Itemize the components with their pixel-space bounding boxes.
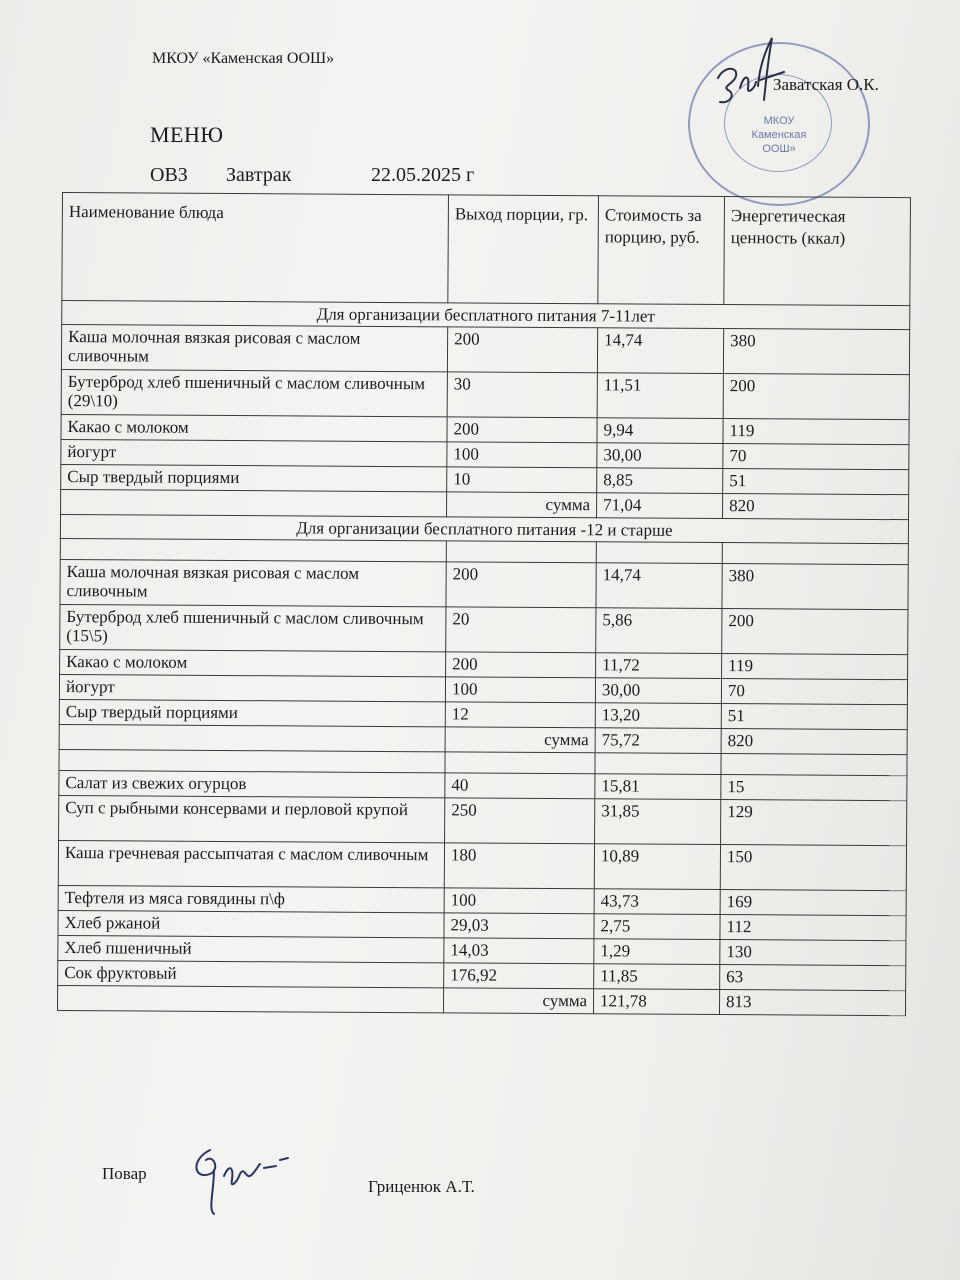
section-title: Для организации бесплатного питания -12 и старше <box>60 514 908 543</box>
empty-cell <box>722 543 908 565</box>
dish-weight: 180 <box>444 843 594 889</box>
dish-name: Сыр твердый порциями <box>59 699 445 726</box>
approver-name: Заватская О.К. <box>773 75 879 94</box>
sum-cost: 71,04 <box>597 493 723 519</box>
sum-kcal: 820 <box>721 729 907 755</box>
cook-label: Повар <box>102 1164 147 1183</box>
dish-weight: 200 <box>446 562 596 608</box>
dish-name: Суп с рыбными консервами и перловой крупой <box>59 795 445 842</box>
empty-cell <box>595 753 721 775</box>
dish-cost: 11,51 <box>597 373 723 419</box>
dish-cost: 43,73 <box>594 889 720 915</box>
stamp-line: Каменская <box>751 129 807 141</box>
dish-cost: 5,86 <box>596 608 722 654</box>
dish-name: Каша молочная вязкая рисовая с маслом сливочным <box>61 325 447 372</box>
dish-kcal: 130 <box>720 940 906 966</box>
table-header-row <box>62 193 911 306</box>
dish-weight: 12 <box>445 702 595 728</box>
section-title: Для организации бесплатного питания 7-11лет <box>62 301 910 330</box>
dish-weight: 29,03 <box>444 913 594 939</box>
dish-kcal: 200 <box>722 609 908 655</box>
empty-cell <box>721 754 907 776</box>
dish-name: Сыр твердый порциями <box>61 464 447 491</box>
dish-weight: 20 <box>446 607 596 653</box>
sum-cost: 121,78 <box>593 989 719 1015</box>
dish-kcal: 119 <box>723 419 909 445</box>
empty-cell <box>58 985 444 1012</box>
dish-weight: 100 <box>444 888 594 914</box>
sum-cost: 75,72 <box>595 728 721 754</box>
dish-name: Каша гречневая рассыпчатая с маслом сливочным <box>58 840 444 887</box>
dish-cost: 2,75 <box>594 914 720 940</box>
dish-cost: 31,85 <box>595 799 721 845</box>
menu-date: 22.05.2025 г <box>371 164 475 186</box>
stamp-text <box>690 114 868 156</box>
dish-weight: 200 <box>447 327 597 373</box>
dish-name: Хлеб ржаной <box>58 910 444 937</box>
dish-name: йогурт <box>59 674 445 701</box>
column-header-name: Наименование блюда <box>62 193 449 303</box>
dish-name: Тефтеля из мяса говядины п\ф <box>58 885 444 912</box>
dish-kcal: 70 <box>723 444 909 470</box>
sum-kcal: 813 <box>719 990 905 1016</box>
dish-cost: 11,72 <box>596 653 722 679</box>
dish-name: Бутерброд хлеб пшеничный с маслом сливочным (15\5) <box>60 604 446 651</box>
dish-kcal: 380 <box>722 564 908 610</box>
table-row <box>60 559 908 609</box>
dish-kcal: 119 <box>722 654 908 680</box>
empty-cell <box>60 538 446 561</box>
dish-kcal: 51 <box>723 469 909 495</box>
organization-name: МКОУ «Каменская ООШ» <box>152 50 335 67</box>
dish-name: Бутерброд хлеб пшеничный с маслом сливочным (29\10) <box>61 369 447 416</box>
dish-cost: 1,29 <box>594 939 720 965</box>
dish-cost: 9,94 <box>597 418 723 444</box>
sum-label: сумма <box>443 988 593 1014</box>
dish-name: йогурт <box>61 439 447 466</box>
empty-cell <box>59 749 445 772</box>
dish-weight: 250 <box>445 798 595 844</box>
dish-kcal: 112 <box>720 915 906 941</box>
empty-cell <box>61 489 447 516</box>
dish-name: Каша молочная вязкая рисовая с маслом сливочным <box>60 559 446 606</box>
dish-weight: 30 <box>447 372 597 418</box>
dish-cost: 30,00 <box>597 443 723 469</box>
dish-weight: 14,03 <box>444 938 594 964</box>
dish-cost: 14,74 <box>597 328 723 374</box>
menu-table <box>57 192 911 1016</box>
dish-name: Какао с молоком <box>61 414 447 441</box>
dish-name: Сок фруктовый <box>58 960 444 987</box>
dish-weight: 176,92 <box>444 963 594 989</box>
dish-kcal: 380 <box>723 329 909 375</box>
dish-cost: 15,81 <box>595 774 721 800</box>
dish-weight: 10 <box>447 467 597 493</box>
table-row <box>61 325 909 375</box>
stamp-line: ООШ» <box>762 143 796 155</box>
meal-name: Завтрак <box>226 164 292 186</box>
table-row <box>58 840 906 890</box>
dish-kcal: 169 <box>720 890 906 916</box>
dish-weight: 200 <box>446 652 596 678</box>
dish-kcal: 70 <box>721 679 907 705</box>
dish-cost: 11,85 <box>594 964 720 990</box>
sum-kcal: 820 <box>723 494 909 520</box>
dish-name: Хлеб пшеничный <box>58 935 444 962</box>
cook-name: Гриценюк А.Т. <box>368 1177 475 1196</box>
dish-cost: 10,89 <box>594 844 720 890</box>
cook-signature <box>180 1130 310 1220</box>
dish-kcal: 15 <box>721 775 907 801</box>
column-header-cost: Стоимость за порцию, руб. <box>598 196 725 305</box>
column-header-weight: Выход порции, гр. <box>448 195 599 304</box>
table-row <box>60 604 908 654</box>
sum-label: сумма <box>445 727 595 753</box>
menu-subtitle <box>150 164 474 187</box>
dish-cost: 14,74 <box>596 563 722 609</box>
sum-row <box>58 985 906 1015</box>
empty-cell <box>59 724 445 751</box>
column-header-kcal: Энергетическая ценность (ккал) <box>724 197 911 306</box>
empty-cell <box>596 542 722 564</box>
empty-cell <box>445 752 595 774</box>
dish-kcal: 51 <box>721 704 907 730</box>
dish-name: Салат из свежих огурцов <box>59 770 445 797</box>
empty-cell <box>446 541 596 563</box>
dish-weight: 100 <box>447 442 597 468</box>
dish-kcal: 63 <box>720 965 906 991</box>
dish-kcal: 150 <box>720 845 906 891</box>
document-title: МЕНЮ <box>150 122 224 147</box>
table-row <box>61 369 909 419</box>
dish-cost: 8,85 <box>597 468 723 494</box>
dish-weight: 100 <box>445 677 595 703</box>
dish-weight: 40 <box>445 773 595 799</box>
dish-cost: 30,00 <box>595 678 721 704</box>
sum-label: сумма <box>447 492 597 518</box>
menu-category: ОВЗ <box>150 164 188 186</box>
table-row <box>59 795 907 845</box>
stamp-line: МКОУ <box>763 115 795 127</box>
dish-cost: 13,20 <box>595 703 721 729</box>
dish-kcal: 129 <box>721 800 907 846</box>
dish-name: Какао с молоком <box>60 649 446 676</box>
dish-kcal: 200 <box>723 374 909 420</box>
dish-weight: 200 <box>447 417 597 443</box>
